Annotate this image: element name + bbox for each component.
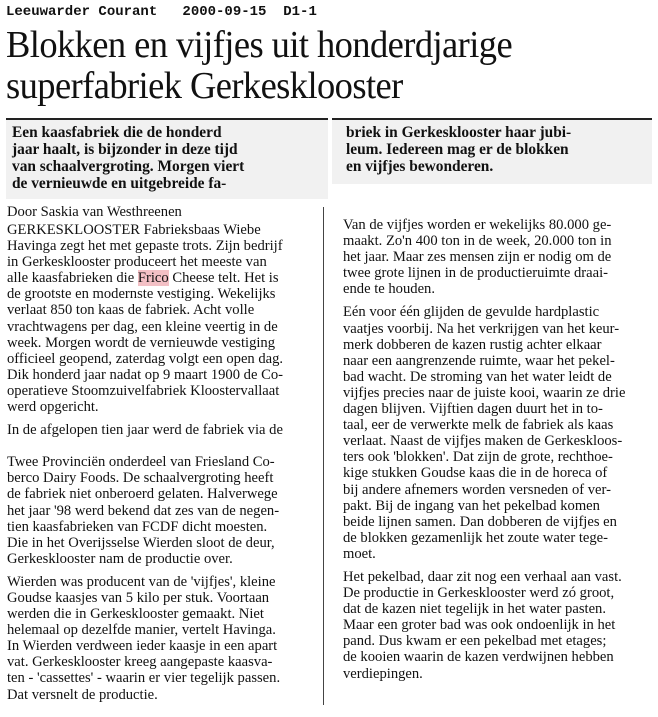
intro-line: en vijfjes bewonderen.	[346, 158, 494, 175]
headline-line: superfabriek Gerkesklooster	[6, 65, 403, 107]
text-line: alle kaasfabrieken die Frico Cheese telt. Het is	[7, 270, 279, 287]
article-paragraph	[343, 304, 645, 562]
text-line: kige stukken Goudse kaas die in de horeca of	[343, 465, 608, 482]
highlighted-word: Frico	[137, 270, 169, 287]
text-line	[7, 438, 309, 454]
text-line: beide lijnen samen. Dan dobberen de vijfjes en	[343, 513, 617, 530]
text-line: Maar een groter bad was ook ondoenlijk in het	[343, 617, 616, 634]
article-paragraph	[343, 217, 645, 297]
article-paragraph	[7, 574, 309, 703]
intro-box-left	[6, 118, 328, 199]
text-line: vaatjes voorbij. Na het verkrijgen van het keur-	[343, 320, 620, 337]
paragraph-gap	[343, 297, 645, 304]
text-line: Het pekelbad, daar zit nog een verhaal aan vast.	[343, 568, 622, 585]
column-divider	[323, 207, 324, 705]
text-line: de kooien waarin de kazen verdwijnen hebben	[343, 649, 614, 666]
text-line: de blokken gezamenlijk het zoute water tege-	[343, 529, 609, 546]
headline-line: Blokken en vijfjes uit honderdjarige	[6, 24, 513, 66]
text-line: dat de kazen niet tegelijk in het water pasten.	[343, 601, 606, 618]
article-paragraph	[343, 569, 645, 682]
text-line: vat. Gerkesklooster kreeg aangepaste kaasva-	[7, 654, 273, 671]
text-line: GERKESKLOOSTER Fabrieksbaas Wiebe	[7, 222, 261, 238]
text-line: pakt. Bij de ingang van het pekelbad komen	[343, 497, 600, 514]
newspaper-masthead: Leeuwarder Courant 2000-09-15 D1-1	[6, 4, 317, 20]
text-line: maakt. Zo'n 400 ton in de week, 20.000 ton in	[343, 233, 612, 250]
text-line: officieel geopend, zaterdag volgt een open dag.	[7, 350, 284, 367]
intro-line: jaar haalt, is bijzonder in deze tijd	[12, 141, 238, 158]
text-line: ters ook 'blokken'. Dat zijn de grote, rechthoe-	[343, 449, 613, 466]
byline: Door Saskia van Westhreenen	[7, 204, 182, 220]
text-line: Dik honderd jaar nadat op 9 maart 1900 de Co-	[7, 366, 283, 383]
text-line: De productie in Gerkesklooster werd zó groot,	[343, 585, 615, 602]
text-line: vrachtwagens per dag, een kleine veertig in de	[7, 318, 278, 335]
text-line: In Wierden verdween ieder kaasje in een apart	[7, 638, 278, 655]
text-line: taal, eer de verwerkte melk de fabriek als kaas	[343, 417, 614, 434]
paragraph-gap	[7, 567, 309, 574]
text-line: Dat versnelt de productie.	[7, 686, 158, 703]
text-line: bij andere afnemers worden versneden of ver-	[343, 481, 611, 498]
text-line: werden die in Gerkesklooster gemaakt. Niet	[7, 606, 264, 623]
article-paragraph	[7, 222, 309, 415]
text-line: werd opgericht.	[7, 399, 99, 416]
text-line: Gerkesklooster nam de productie over.	[7, 550, 233, 567]
text-line: Wierden was producent van de 'vijfjes', kleine	[7, 573, 276, 590]
text-line: moet.	[343, 545, 376, 562]
text-line: ende te houden.	[343, 281, 435, 298]
text-line: Twee Provinciën onderdeel van Friesland Co-	[7, 454, 275, 471]
text-line: de grootste en modernste vestiging. Wekelijks	[7, 286, 276, 303]
text-line: week. Morgen wordt de vernieuwde vestiging	[7, 334, 276, 351]
text-line: het jaar '98 werd bekend dat zes van de negen-	[7, 502, 280, 519]
text-line: naar een aangrenzende ruimte, waar het pekel-	[343, 352, 615, 369]
text-line: Eén voor één glijden de gevulde hardplastic	[343, 304, 600, 321]
text-line: twee grote lijnen in de productieruimte draai-	[343, 265, 609, 282]
text-line: operatieve Stoomzuivelfabriek Kloostervallaat	[7, 382, 280, 399]
text-line: bad wacht. De stroming van het water leidt de	[343, 368, 612, 385]
text-line: In de afgelopen tien jaar werd de fabriek via de	[7, 422, 283, 439]
intro-box-right	[332, 118, 652, 184]
text-line: tien kaasfabrieken van FCDF dicht moesten.	[7, 518, 268, 535]
text-line: Havinga zegt het met gepaste trots. Zijn bedrijf	[7, 238, 283, 255]
paragraph-gap	[343, 562, 645, 569]
text-line: pand. Dus kwam er een pekelbad met etages;	[343, 633, 607, 650]
text-line: verlaat 850 ton kaas de fabriek. Acht volle	[7, 302, 255, 319]
text-line: het jaar. Maar zes mensen zijn er nodig om de	[343, 249, 612, 266]
intro-line: Een kaasfabriek die de honderd	[12, 124, 222, 141]
text-line: Die in het Overijsselse Wierden sloot de deur,	[7, 534, 275, 551]
intro-line: van schaalvergroting. Morgen viert	[12, 158, 245, 175]
text-line: helemaal op dezelfde manier, vertelt Havinga.	[7, 622, 276, 639]
text-line: Van de vijfjes worden er wekelijks 80.000 ge-	[343, 217, 612, 233]
text-line: berco Dairy Foods. De schaalvergroting heeft	[7, 470, 274, 487]
text-line: de fabriek niet onberoerd gelaten. Halverwege	[7, 486, 278, 503]
intro-line: briek in Gerkesklooster haar jubi-	[346, 124, 572, 141]
text-line: verlaat. Naast de vijfjes maken de Gerkeskloos-	[343, 433, 623, 450]
text-line: in Gerkesklooster produceert het meeste van	[7, 254, 267, 271]
intro-line: leum. Iedereen mag er de blokken	[346, 141, 569, 158]
article-headline	[6, 25, 620, 107]
text-line: vijfjes precies naar de juiste kooi, waarin ze drie	[343, 384, 626, 401]
intro-line: de vernieuwde en uitgebreide fa-	[12, 175, 227, 192]
text-line: verdiepingen.	[343, 665, 423, 682]
text-line: ten - 'cassettes' - waarin er vier tegelijk passen.	[7, 670, 281, 687]
article-paragraph	[7, 422, 309, 567]
article-column-left	[7, 222, 309, 703]
text-line: dagen blijven. Vijftien dagen duurt het in to-	[343, 401, 603, 418]
article-column-right	[343, 217, 645, 682]
text-line: merk dobberen de kazen rustig achter elkaar	[343, 336, 602, 353]
paragraph-gap	[7, 415, 309, 422]
text-line: Goudse kaasjes van 5 kilo per stuk. Voortaan	[7, 589, 270, 606]
